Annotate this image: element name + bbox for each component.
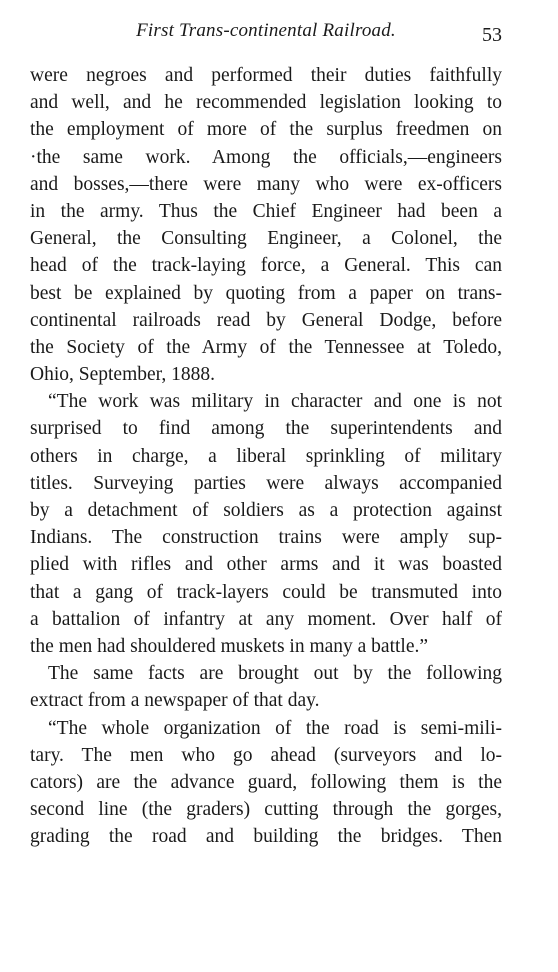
text-line: cators) are the advance guard, following them is the (30, 771, 502, 793)
text-line: and bosses,—there were many who were ex-officers (30, 173, 502, 195)
text-line: plied with rifles and other arms and it was boasted (30, 554, 502, 576)
text-line: the men had shouldered muskets in many a battle.” (30, 635, 429, 657)
text-line: The same facts are brought out by the following (48, 663, 502, 685)
text-line: by a detachment of soldiers as a protection against (30, 500, 502, 521)
text-line: that a gang of track-layers could be transmuted into (30, 581, 502, 603)
body-text (30, 62, 502, 850)
text-line: the Society of the Army of the Tennessee at Toledo, (30, 336, 502, 358)
text-line: “The work was military in character and one is not (48, 391, 502, 413)
text-line: grading the road and building the bridges. Then (30, 826, 502, 848)
text-line: Indians. The construction trains were amply sup- (30, 527, 502, 549)
text-line: tary. The men who go ahead (surveyors and lo- (30, 744, 502, 766)
text-line: the employment of more of the surplus freedmen on (30, 119, 502, 141)
text-line: and well, and he recommended legislation looking to (30, 92, 502, 114)
text-line: second line (the graders) cutting through the gorges, (30, 799, 502, 821)
text-line: ·the same work. Among the officials,—engineers (30, 146, 502, 168)
page-number: 53 (482, 24, 502, 46)
text-line: head of the track-laying force, a General. This can (30, 255, 502, 277)
text-line: in the army. Thus the Chief Engineer had been a (30, 200, 502, 222)
text-line: titles. Surveying parties were always accompanied (30, 472, 502, 494)
text-line: continental railroads read by General Dodge, before (30, 309, 502, 331)
text-line: Ohio, September, 1888. (30, 364, 215, 386)
text-line: “The whole organization of the road is semi-mili- (48, 717, 502, 739)
text-line: best be explained by quoting from a paper on trans- (30, 282, 502, 304)
page-header (30, 20, 502, 50)
text-line: extract from a newspaper of that day. (30, 690, 320, 712)
running-title: First Trans-continental Railroad. (136, 20, 396, 41)
text-line: surprised to find among the superintendents and (30, 418, 502, 440)
text-line: General, the Consulting Engineer, a Colonel, the (30, 228, 502, 250)
text-line: a battalion of infantry at any moment. Over half of (30, 608, 502, 630)
text-line: others in charge, a liberal sprinkling of military (30, 445, 502, 467)
text-line: were negroes and performed their duties faithfully (30, 65, 502, 86)
